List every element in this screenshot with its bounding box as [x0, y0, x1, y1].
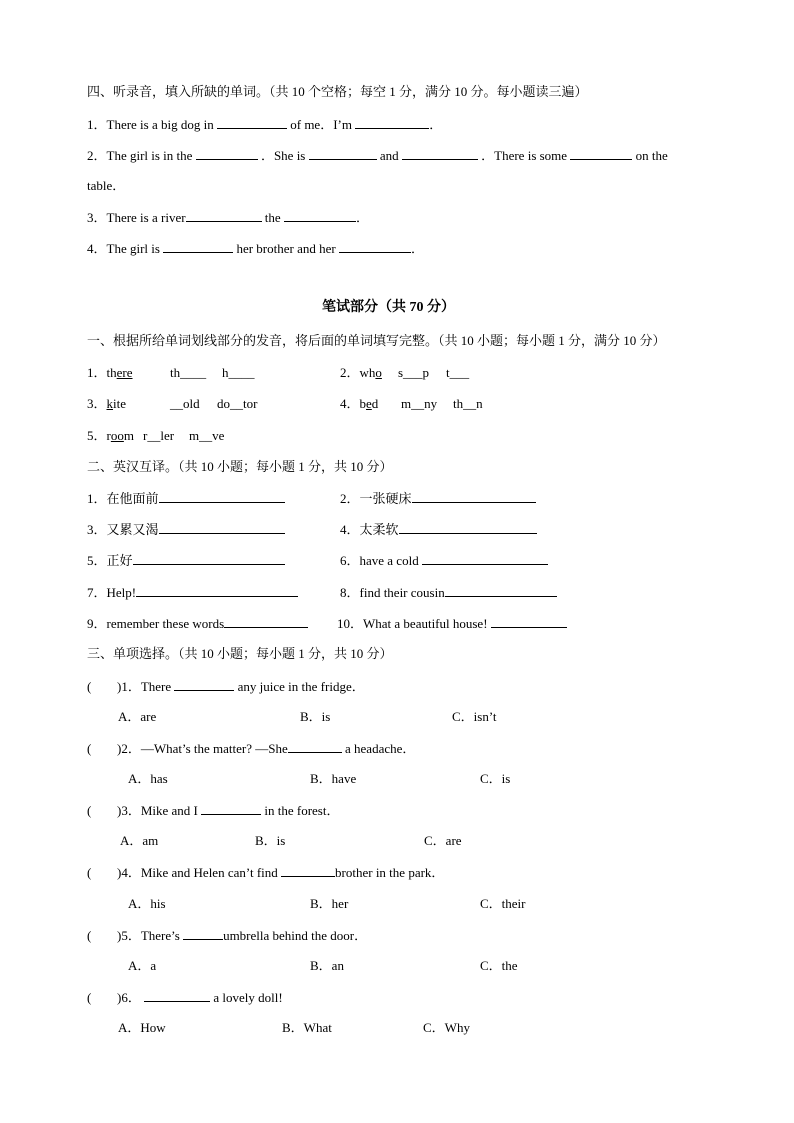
phonics-q5	[87, 428, 134, 444]
q2-text-e: on the	[635, 148, 668, 163]
phonics-q4-w3[interactable]: th__n	[453, 396, 483, 411]
question-text: in the forest．	[264, 803, 340, 818]
blank[interactable]	[422, 552, 548, 565]
option-b[interactable]: B．her	[310, 896, 349, 911]
phonics-word: d	[371, 396, 379, 411]
phonics-num: 4．	[340, 396, 360, 411]
q2-text-a: 2．The girl is in the	[87, 148, 193, 163]
answer-paren[interactable]: (	[87, 679, 92, 694]
translate-prompt: 5．正好	[87, 553, 133, 568]
choice-question	[87, 740, 415, 757]
blank[interactable]	[284, 209, 356, 222]
blank[interactable]	[224, 615, 308, 628]
question-text: )2．—What’s the matter? —She	[117, 741, 288, 756]
phonics-q3	[87, 396, 126, 412]
phonics-word: th	[106, 365, 117, 380]
question-text: umbrella behind the door．	[223, 928, 368, 943]
answer-paren[interactable]: (	[87, 741, 92, 756]
answer-paren[interactable]: (	[87, 803, 92, 818]
q3-text-c: ．	[355, 210, 369, 225]
question-text: a headache．	[345, 741, 416, 756]
choice-question	[87, 678, 365, 695]
phonics-q1-w3[interactable]: h____	[222, 365, 255, 380]
phonics-q5-w3[interactable]: m__ve	[189, 428, 225, 443]
blank[interactable]	[201, 802, 261, 815]
phonics-num: 2．	[340, 365, 360, 380]
option-b[interactable]: B．What	[282, 1020, 332, 1035]
question-text: )6．	[117, 990, 141, 1005]
q2-text-b: ．She is	[260, 148, 306, 163]
q2-text-d: ．There is some	[481, 148, 568, 163]
phonics-q5-w2[interactable]: r__ler	[143, 428, 175, 443]
question-text: brother in the park．	[335, 865, 445, 880]
phonics-word: ite	[113, 396, 127, 411]
translate-item	[340, 552, 548, 569]
q4-text-b: her brother and her	[236, 241, 336, 256]
phonics-q4	[340, 396, 378, 412]
blank[interactable]	[402, 147, 478, 160]
question-text: any juice in the fridge．	[237, 679, 365, 694]
written-part-title: 笔试部分（共 70 分）	[322, 300, 455, 315]
phonics-q3-w3[interactable]: do__tor	[217, 396, 258, 411]
choice-question	[87, 927, 367, 944]
translate-prompt: 2．一张硬床	[340, 491, 412, 506]
translate-prompt: 1．在他面前	[87, 491, 159, 506]
blank[interactable]	[159, 490, 285, 503]
listening-q1	[87, 116, 442, 133]
translate-prompt: 9．remember these words	[87, 616, 225, 631]
phonics-word: r	[106, 428, 111, 443]
listening-heading: 四、听录音，填入所缺的单词。（共 10 个空格；每空 1 分，满分 10 分。每小题读三遍）	[87, 84, 588, 99]
option-c[interactable]: C．are	[424, 833, 462, 848]
question-text: )5．There’s	[117, 928, 180, 943]
blank[interactable]	[491, 615, 567, 628]
option-a[interactable]: A．his	[128, 896, 166, 911]
option-a[interactable]: A．How	[118, 1020, 166, 1035]
translate-item	[87, 552, 285, 569]
choice-question	[87, 802, 339, 819]
choice-heading: 三、单项选择。（共 10 小题；每小题 1 分，共 10 分）	[87, 646, 393, 661]
option-c[interactable]: C．is	[480, 771, 511, 786]
phonics-heading: 一、根据所给单词划线部分的发音，将后面的单词填写完整。（共 10 小题；每小题 1 分，满分 10 分）	[87, 333, 666, 348]
blank[interactable]	[159, 521, 285, 534]
phonics-word: wh	[359, 365, 376, 380]
q2-text-c: and	[379, 148, 399, 163]
answer-paren[interactable]: (	[87, 928, 92, 943]
phonics-num: 3．	[87, 396, 107, 411]
q1-text-b: of me．I’m	[290, 117, 352, 132]
blank[interactable]	[217, 116, 287, 129]
phonics-word: m	[123, 428, 134, 443]
phonics-q2-w3[interactable]: t___	[446, 365, 470, 380]
translate-item	[337, 615, 567, 632]
translate-item	[340, 490, 536, 507]
translate-item	[340, 521, 537, 538]
answer-paren[interactable]: (	[87, 865, 92, 880]
phonics-underlined: oo	[110, 428, 124, 443]
translate-prompt: 7．Help!	[87, 585, 137, 600]
blank[interactable]	[186, 209, 262, 222]
blank[interactable]	[309, 147, 377, 160]
option-a[interactable]: A．am	[120, 833, 159, 848]
blank[interactable]	[133, 552, 285, 565]
option-b[interactable]: B．an	[310, 958, 344, 973]
option-c[interactable]: C．the	[480, 958, 518, 973]
phonics-underlined: o	[375, 365, 382, 380]
choice-question	[87, 989, 283, 1006]
blank[interactable]	[399, 521, 537, 534]
translate-prompt: 6．have a cold	[340, 553, 419, 568]
option-c[interactable]: C．Why	[423, 1020, 470, 1035]
translate-heading: 二、英汉互译。（共 10 小题；每小题 1 分，共 10 分）	[87, 459, 393, 474]
phonics-q1-w2[interactable]: th____	[170, 365, 207, 380]
blank[interactable]	[339, 240, 411, 253]
blank[interactable]	[163, 240, 233, 253]
translate-prompt: 10．What a beautiful house!	[337, 616, 488, 631]
translate-item	[87, 615, 308, 632]
phonics-q3-w2[interactable]: __old	[170, 396, 200, 411]
choice-question	[87, 864, 444, 881]
listening-q4	[87, 240, 424, 257]
blank[interactable]	[183, 927, 223, 940]
blank[interactable]	[570, 147, 632, 160]
phonics-q1	[87, 365, 133, 381]
phonics-underlined: ere	[116, 365, 133, 380]
phonics-underlined: k	[106, 396, 114, 411]
option-a[interactable]: A．a	[128, 958, 157, 973]
option-a[interactable]: A．are	[118, 709, 157, 724]
translate-item	[340, 584, 557, 601]
phonics-num: 5．	[87, 428, 107, 443]
option-a[interactable]: A．has	[128, 771, 168, 786]
phonics-underlined: e	[366, 396, 372, 411]
blank[interactable]	[174, 678, 234, 691]
q3-text-a: 3．There is a river	[87, 210, 186, 225]
blank[interactable]	[355, 116, 429, 129]
blank[interactable]	[412, 490, 536, 503]
question-text: )3．Mike and I	[117, 803, 198, 818]
blank[interactable]	[136, 584, 298, 597]
question-text: a lovely doll!	[213, 990, 283, 1005]
blank[interactable]	[144, 989, 210, 1002]
translate-prompt: 8．find their cousin	[340, 585, 445, 600]
option-c[interactable]: C．isn’t	[452, 709, 497, 724]
q1-text-a: 1．There is a big dog in	[87, 117, 214, 132]
phonics-num: 1．	[87, 365, 107, 380]
option-b[interactable]: B．is	[255, 833, 286, 848]
option-c[interactable]: C．their	[480, 896, 526, 911]
blank[interactable]	[288, 740, 342, 753]
blank[interactable]	[196, 147, 258, 160]
q1-text-c: ．	[429, 117, 443, 132]
phonics-q2	[340, 365, 382, 381]
phonics-q4-w2[interactable]: m__ny	[401, 396, 438, 411]
translate-item	[87, 490, 285, 507]
q4-text-a: 4．The girl is	[87, 241, 160, 256]
listening-q3	[87, 209, 369, 226]
listening-q2-cont: table．	[87, 178, 126, 193]
blank[interactable]	[445, 584, 557, 597]
listening-q2	[87, 147, 668, 164]
phonics-q2-w2[interactable]: s___p	[398, 365, 430, 380]
translate-item	[87, 521, 285, 538]
question-text: )1．There	[117, 679, 172, 694]
translate-prompt: 3．又累又渴	[87, 522, 159, 537]
option-b[interactable]: B．is	[300, 709, 331, 724]
q4-text-c: ．	[410, 241, 424, 256]
translate-prompt: 4．太柔软	[340, 522, 399, 537]
phonics-word: b	[359, 396, 367, 411]
option-b[interactable]: B．have	[310, 771, 357, 786]
translate-item	[87, 584, 298, 601]
blank[interactable]	[281, 864, 335, 877]
answer-paren[interactable]: (	[87, 990, 92, 1005]
question-text: )4．Mike and Helen can’t find	[117, 865, 278, 880]
q3-text-b: the	[264, 210, 281, 225]
